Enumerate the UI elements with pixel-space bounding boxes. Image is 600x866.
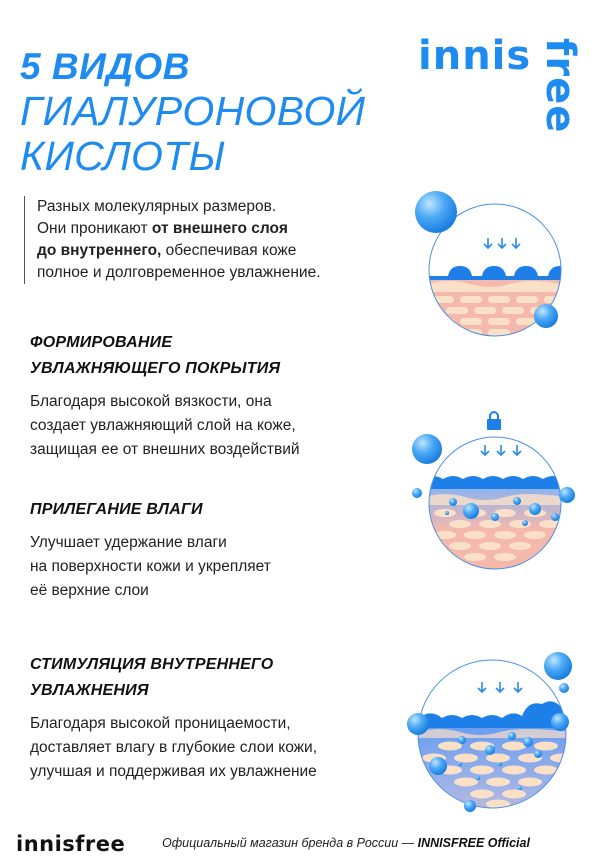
logo-text-free: free	[537, 38, 583, 134]
skin-hydration-illustration-1	[410, 188, 570, 338]
intro-line-3-bold: до внутреннего,	[37, 242, 162, 259]
intro-line-2-normal: Они проникают	[37, 220, 152, 237]
heading-line-1: СТИМУЛЯЦИЯ ВНУТРЕННЕГО	[30, 656, 274, 673]
intro-line-3	[37, 240, 321, 262]
text-line-2: создает увлажняющий слой на коже,	[30, 417, 296, 434]
section-text	[30, 531, 271, 603]
footer-logo: innisfree	[16, 832, 126, 856]
page-title	[20, 44, 365, 179]
text-line-3: её верхние слои	[30, 582, 149, 599]
section-moisture-coating	[30, 330, 300, 462]
section-text	[30, 390, 300, 462]
tagline-brand: INNISFREE Official	[417, 836, 530, 850]
heading-line-2: УВЛАЖНЯЮЩЕГО ПОКРЫТИЯ	[30, 360, 281, 377]
text-line-1: Улучшает удержание влаги	[30, 534, 227, 551]
lock-icon	[487, 412, 501, 430]
heading-line-1: ПРИЛЕГАНИЕ ВЛАГИ	[30, 501, 203, 518]
brand-logo	[418, 33, 588, 166]
intro-line-4: полное и долговременное увлажнение.	[37, 264, 321, 281]
text-line-1: Благодаря высокой вязкости, она	[30, 393, 272, 410]
intro-line-2	[37, 218, 321, 240]
footer-tagline	[162, 836, 530, 850]
text-line-2: доставляет влагу в глубокие слои кожи,	[30, 739, 318, 756]
heading-line-2: УВЛАЖНЕНИЯ	[30, 682, 149, 699]
section-heading	[30, 652, 317, 704]
intro-line-2-bold: от внешнего слоя	[151, 220, 288, 237]
title-line-3: КИСЛОТЫ	[20, 133, 226, 179]
intro-line-3-normal: обеспечивая коже	[161, 242, 297, 259]
text-line-1: Благодаря высокой проницаемости,	[30, 715, 291, 732]
text-line-2: на поверхности кожи и укрепляет	[30, 558, 271, 575]
intro-text	[24, 196, 321, 284]
text-line-3: защищая ее от внешних воздействий	[30, 441, 300, 458]
section-heading	[30, 330, 300, 382]
section-text	[30, 712, 317, 784]
skin-hydration-illustration-3	[400, 638, 585, 823]
logo-text-innis: innis	[418, 33, 532, 79]
footer	[0, 818, 600, 866]
tagline-text: Официальный магазин бренда в России —	[162, 836, 418, 850]
heading-line-1: ФОРМИРОВАНИЕ	[30, 334, 173, 351]
intro-line-1: Разных молекулярных размеров.	[37, 198, 277, 215]
section-heading	[30, 497, 271, 523]
text-line-3: улучшая и поддерживая их увлажнение	[30, 763, 317, 780]
title-line-1: 5 ВИДОВ	[20, 46, 190, 87]
section-moisture-adhesion	[30, 497, 271, 603]
skin-hydration-illustration-2	[405, 405, 580, 575]
section-internal-hydration	[30, 652, 317, 784]
title-line-2: ГИАЛУРОНОВОЙ	[20, 88, 366, 134]
